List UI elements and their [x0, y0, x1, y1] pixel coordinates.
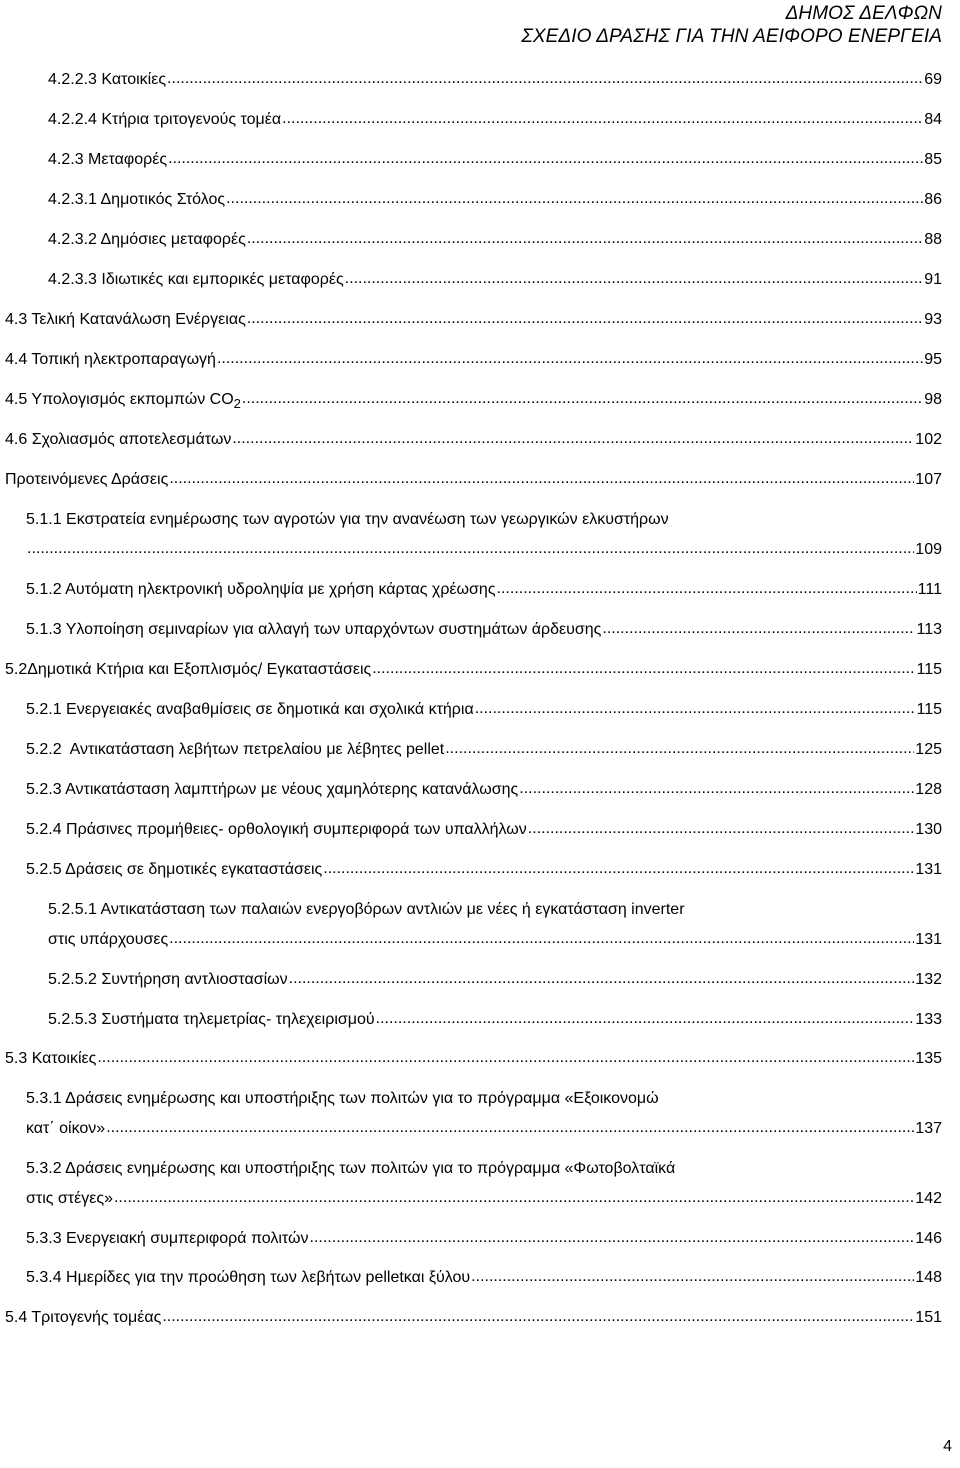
- toc-entry[interactable]: [26, 701, 942, 731]
- toc-leader-dots: [226, 190, 923, 208]
- toc-leader-dots: [167, 70, 923, 88]
- toc-entry[interactable]: [48, 111, 942, 141]
- toc-entry[interactable]: [48, 71, 942, 101]
- toc-entry-title: 5.2Δημοτικά Κτήρια και Εξοπλισμός/ Εγκαταστάσεις: [5, 661, 372, 678]
- toc-entry-title: 5.1.2 Αυτόματη ηλεκτρονική υδροληψία με χρήση κάρτας χρέωσης: [26, 581, 496, 598]
- toc-entry-title: Προτεινόμενες Δράσεις: [5, 471, 169, 488]
- toc-entry-title: στις υπάρχουσες: [48, 931, 169, 948]
- toc-entry-title: 5.1.3 Υλοποίηση σεμιναρίων για αλλαγή των υπαρχόντων συστημάτων άρδευσης: [26, 621, 602, 638]
- toc-entry-page: 102: [915, 431, 942, 448]
- toc-leader-dots: [372, 660, 915, 678]
- toc-entry-title: 5.4 Τριτογενής τομέας: [5, 1309, 162, 1326]
- toc-entry[interactable]: [48, 971, 942, 1001]
- toc-leader-dots: [475, 700, 916, 718]
- toc-entry-title: 5.3.4 Ημερίδες για την προώθηση των λεβήτων pelletκαι ξύλου: [26, 1269, 471, 1286]
- header-municipality: ΔΗΜΟΣ ΔΕΛΦΩΝ: [785, 3, 942, 24]
- toc-entry-title: 5.2.4 Πράσινες προμήθειες- ορθολογική συμπεριφορά των υπαλλήλων: [26, 821, 527, 838]
- toc-entry-page: 84: [924, 111, 942, 128]
- toc-entry-title: 5.3.3 Ενεργειακή συμπεριφορά πολιτών: [26, 1230, 309, 1247]
- toc-entry-title-line1[interactable]: 5.2.5.1 Αντικατάσταση των παλαιών ενεργοβόρων αντλιών με νέες ή εγκατάσταση inverter: [48, 901, 685, 918]
- toc-entry-page: 142: [915, 1190, 942, 1207]
- toc-leader-dots: [106, 1119, 914, 1137]
- toc-entry[interactable]: [48, 191, 942, 221]
- toc-entry-page: 98: [924, 391, 942, 408]
- toc-leader-dots: [289, 970, 915, 988]
- toc-entry-page: 109: [915, 541, 942, 558]
- toc-entry[interactable]: [26, 1269, 942, 1299]
- toc-entry-page: 93: [924, 311, 942, 328]
- toc-entry-page: 137: [915, 1120, 942, 1137]
- toc-entry[interactable]: [26, 821, 942, 851]
- toc-entry-page: 115: [916, 661, 942, 678]
- toc-entry-page: 88: [924, 231, 942, 248]
- toc-leader-dots: [217, 350, 923, 368]
- toc-entry-title: 4.2.3.2 Δημόσιες μεταφορές: [48, 231, 246, 248]
- toc-entry-title: 4.4 Τοπική ηλεκτροπαραγωγή: [5, 351, 216, 368]
- toc-entry[interactable]: [5, 351, 942, 381]
- toc-leader-dots: [519, 780, 914, 798]
- toc-leader-dots: [376, 1010, 915, 1028]
- toc-leader-dots: [114, 1189, 914, 1207]
- toc-entry[interactable]: [5, 471, 942, 501]
- toc-entry[interactable]: [48, 931, 942, 961]
- toc-entry-title: 5.2.5.2 Συντήρηση αντλιοστασίων: [48, 971, 288, 988]
- toc-leader-dots: [232, 430, 914, 448]
- toc-leader-dots: [602, 620, 915, 638]
- toc-entry[interactable]: [26, 541, 942, 571]
- toc-entry[interactable]: [26, 861, 942, 891]
- toc-entry-page: 131: [915, 861, 942, 878]
- toc-entry-page: 132: [915, 971, 942, 988]
- toc-entry-page: 128: [915, 781, 942, 798]
- toc-entry-page: 95: [924, 351, 942, 368]
- toc-entry-page: 85: [924, 151, 942, 168]
- toc-leader-dots: [247, 230, 923, 248]
- toc-entry[interactable]: [5, 661, 942, 691]
- toc-leader-dots: [27, 540, 914, 558]
- toc-leader-dots: [242, 390, 923, 408]
- toc-leader-dots: [169, 930, 914, 948]
- toc-entry-title: 5.3 Κατοικίες: [5, 1050, 97, 1067]
- toc-entry-title-line1[interactable]: 5.3.2 Δράσεις ενημέρωσης και υποστήριξης των πολιτών για το πρόγραμμα «Φωτοβολταϊκά: [26, 1160, 676, 1177]
- toc-entry-title-text: 4.5 Υπολογισμός εκπομπών CO: [5, 391, 234, 408]
- toc-entry-page: 151: [915, 1309, 942, 1326]
- toc-entry-page: 125: [915, 741, 942, 758]
- toc-entry-title: 5.2.1 Ενεργειακές αναβαθμίσεις σε δημοτικά και σχολικά κτήρια: [26, 701, 474, 718]
- toc-leader-dots: [310, 1229, 915, 1247]
- toc-entry-title: 4.2.3.1 Δημοτικός Στόλος: [48, 191, 226, 208]
- toc-entry-page: 69: [924, 71, 942, 88]
- toc-entry-page: 135: [915, 1050, 942, 1067]
- toc-entry[interactable]: [48, 1011, 942, 1041]
- toc-entry-page: 113: [916, 621, 942, 638]
- toc-leader-dots: [497, 580, 917, 598]
- toc-leader-dots: [169, 470, 914, 488]
- header-plan-title: ΣΧΕΔΙΟ ΔΡΑΣΗΣ ΓΙΑ ΤΗΝ ΑΕΙΦΟΡΟ ΕΝΕΡΓΕΙΑ: [521, 26, 942, 47]
- toc-entry[interactable]: [26, 781, 942, 811]
- toc-leader-dots: [168, 150, 923, 168]
- toc-entry-title: 5.2.5.3 Συστήματα τηλεμετρίας- τηλεχειρισμού: [48, 1011, 375, 1028]
- toc-entry-title: 5.2.2 Αντικατάσταση λεβήτων πετρελαίου με λέβητες pellet: [26, 741, 445, 758]
- toc-entry[interactable]: [26, 621, 942, 651]
- toc-leader-dots: [247, 310, 923, 328]
- toc-entry-page: 107: [915, 471, 942, 488]
- toc-leader-dots: [528, 820, 915, 838]
- toc-entry[interactable]: [48, 231, 942, 261]
- toc-entry[interactable]: [26, 741, 942, 771]
- toc-entry-title: 4.2.3 Μεταφορές: [48, 151, 168, 168]
- toc-leader-dots: [323, 860, 914, 878]
- toc-entry[interactable]: [26, 581, 942, 611]
- toc-entry-title: 4.2.2.4 Κτήρια τριτογενούς τομέα: [48, 111, 282, 128]
- toc-entry-page: 86: [924, 191, 942, 208]
- toc-entry[interactable]: [5, 1050, 942, 1080]
- toc-leader-dots: [97, 1049, 914, 1067]
- toc-entry[interactable]: [26, 1230, 942, 1260]
- toc-entry[interactable]: [26, 1190, 942, 1220]
- toc-entry-page: 111: [917, 581, 942, 598]
- toc-leader-dots: [471, 1268, 914, 1286]
- toc-leader-dots: [282, 110, 923, 128]
- toc-entry[interactable]: [5, 431, 942, 461]
- toc-entry[interactable]: [5, 391, 942, 421]
- toc-entry-title: [5, 391, 241, 411]
- toc-entry-title: 5.2.3 Αντικατάσταση λαμπτήρων με νέους χαμηλότερης κατανάλωσης: [26, 781, 519, 798]
- toc-leader-dots: [162, 1308, 914, 1326]
- toc-entry-page: 131: [915, 931, 942, 948]
- toc-entry-page: 146: [915, 1230, 942, 1247]
- toc-entry-title-line1[interactable]: 5.3.1 Δράσεις ενημέρωσης και υποστήριξης των πολιτών για το πρόγραμμα «Εξοικονομώ: [26, 1090, 659, 1107]
- toc-leader-dots: [345, 270, 924, 288]
- toc-leader-dots: [445, 740, 914, 758]
- toc-entry-title: στις στέγες»: [26, 1190, 113, 1207]
- toc-entry-title-line1[interactable]: 5.1.1 Εκστρατεία ενημέρωσης των αγροτών για την ανανέωση των γεωργικών ελκυστήρων: [26, 511, 669, 528]
- page-number: 4: [943, 1438, 952, 1455]
- toc-entry-title: 5.2.5 Δράσεις σε δημοτικές εγκαταστάσεις: [26, 861, 323, 878]
- toc-entry-page: 115: [916, 701, 942, 718]
- toc-entry[interactable]: [26, 1120, 942, 1150]
- toc-entry[interactable]: [48, 271, 942, 301]
- toc-entry-title: 4.2.2.3 Κατοικίες: [48, 71, 167, 88]
- toc-entry-title: 4.2.3.3 Ιδιωτικές και εμπορικές μεταφορές: [48, 271, 344, 288]
- toc-entry-title: 4.6 Σχολιασμός αποτελεσμάτων: [5, 431, 232, 448]
- toc-entry-page: 133: [915, 1011, 942, 1028]
- toc-entry-title: κατ΄ οίκον»: [26, 1120, 106, 1137]
- co2-subscript: 2: [233, 396, 241, 412]
- toc-entry[interactable]: [5, 311, 942, 341]
- toc-entry-page: 148: [915, 1269, 942, 1286]
- toc-entry[interactable]: [5, 1309, 942, 1339]
- toc-entry-page: 130: [915, 821, 942, 838]
- toc-entry[interactable]: [48, 151, 942, 181]
- toc-entry-title: 4.3 Τελική Κατανάλωση Ενέργειας: [5, 311, 246, 328]
- toc-entry-page: 91: [924, 271, 942, 288]
